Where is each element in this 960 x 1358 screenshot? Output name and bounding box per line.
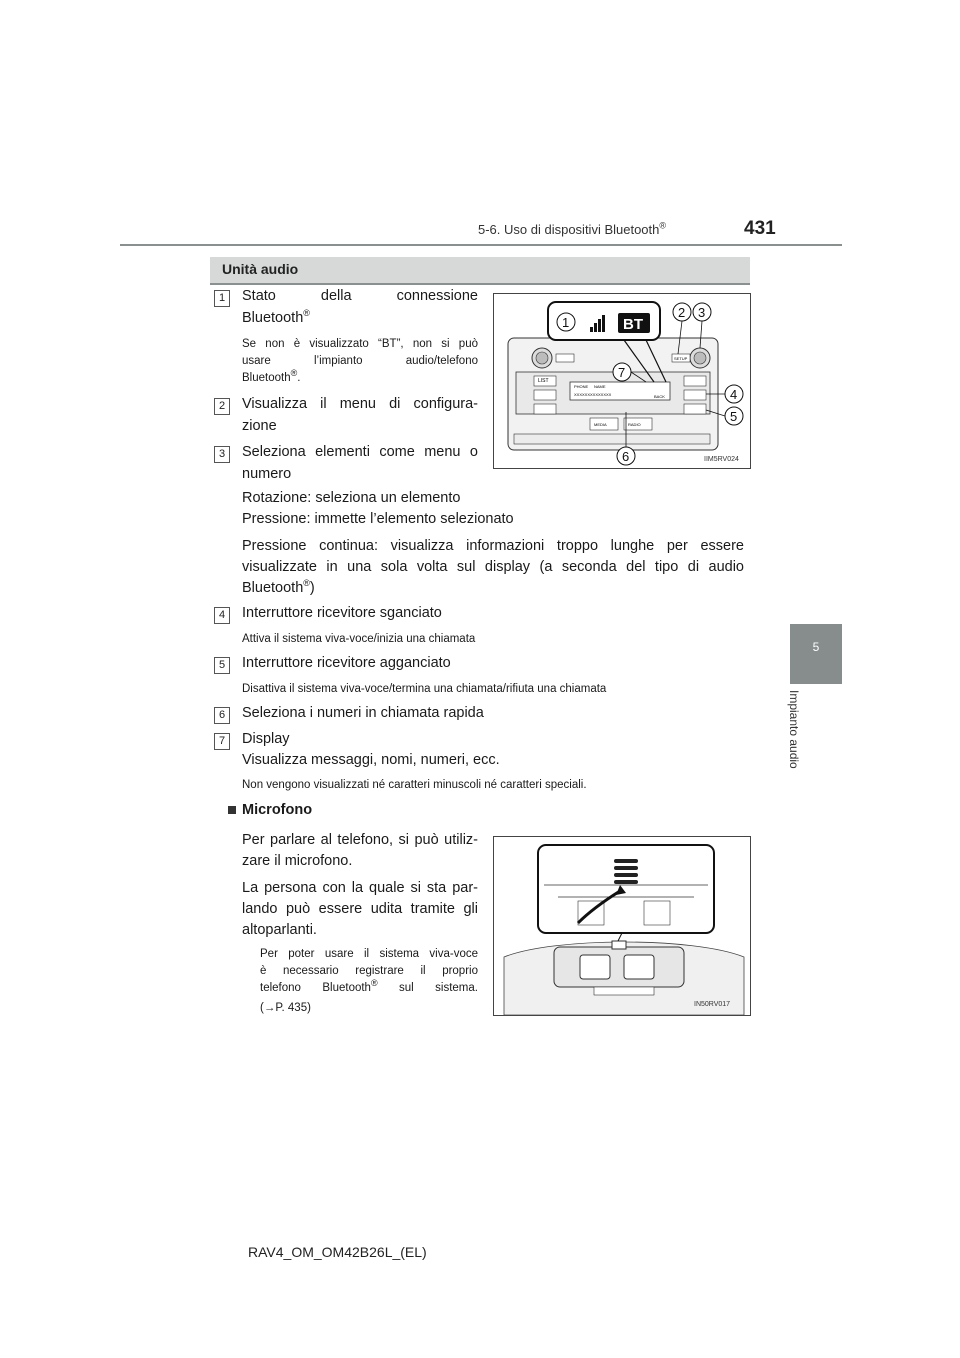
bt-indicator-text: BT bbox=[623, 316, 643, 333]
item-number: 6 bbox=[214, 707, 230, 724]
callout-label: 6 bbox=[622, 449, 630, 464]
label-list: LIST bbox=[538, 378, 549, 384]
audio-unit-figure bbox=[493, 293, 751, 469]
note: Per poter usare il sistema viva-voce bbox=[260, 948, 478, 960]
item-note: Se non è visualizzato “BT”, non si può bbox=[242, 338, 478, 350]
item-note: Non vengono visualizzati né caratteri minuscoli né caratteri speciali. bbox=[242, 779, 587, 791]
item-title: numero bbox=[242, 466, 292, 482]
item-text: Pressione continua: visualizza informazioni troppo lunghe per essere bbox=[242, 538, 744, 554]
item-text: Pressione: immette l’elemento selezionato bbox=[242, 511, 514, 527]
paragraph: altoparlanti. bbox=[242, 922, 317, 938]
label-radio: RADIO bbox=[628, 422, 641, 427]
item-title: Display bbox=[242, 731, 290, 747]
item-number: 2 bbox=[214, 398, 230, 415]
note: è necessario registrare il proprio bbox=[260, 965, 478, 977]
note: telefono Bluetooth® sul sistema. bbox=[260, 978, 478, 994]
footer-document-code: RAV4_OM_OM42B26L_(EL) bbox=[248, 1244, 427, 1260]
item-title: Bluetooth® bbox=[242, 308, 310, 326]
label-setup: SETUP bbox=[674, 356, 688, 361]
figure-code: IIM5RV024 bbox=[704, 456, 739, 463]
callout-label: 3 bbox=[698, 305, 706, 320]
header-rule bbox=[120, 244, 842, 246]
callout-label: 2 bbox=[678, 305, 686, 320]
microphone-illustration bbox=[494, 837, 750, 1015]
item-title: Interruttore ricevitore agganciato bbox=[242, 655, 451, 671]
paragraph: La persona con la quale si sta par- bbox=[242, 880, 478, 896]
item-note: Disattiva il sistema viva-voce/termina una chiamata/rifiuta una chiamata bbox=[242, 683, 607, 695]
item-number: 5 bbox=[214, 657, 230, 674]
subsection-heading: Microfono bbox=[242, 802, 313, 818]
item-title: Stato della connessione bbox=[242, 288, 478, 304]
chapter-tab bbox=[790, 624, 842, 684]
item-title: zione bbox=[242, 418, 277, 434]
item-number: 3 bbox=[214, 446, 230, 463]
item-title: Interruttore ricevitore sganciato bbox=[242, 605, 442, 621]
item-note: usare l’impianto audio/telefono bbox=[242, 355, 478, 367]
label-back: BACK bbox=[654, 394, 665, 399]
label-phone: PHONE bbox=[574, 384, 589, 389]
callout-label: 1 bbox=[562, 315, 570, 330]
section-title: Unità audio bbox=[222, 261, 299, 277]
item-number: 7 bbox=[214, 733, 230, 750]
audio-unit-illustration bbox=[494, 294, 750, 468]
note: (→P. 435) bbox=[260, 1002, 311, 1014]
microphone-figure bbox=[493, 836, 751, 1016]
item-text: Bluetooth®) bbox=[242, 578, 315, 596]
item-text: Rotazione: seleziona un elemento bbox=[242, 490, 461, 506]
item-text: Visualizza messaggi, nomi, numeri, ecc. bbox=[242, 752, 500, 768]
paragraph: zare il microfono. bbox=[242, 853, 353, 869]
item-number: 4 bbox=[214, 607, 230, 624]
callout-label: 5 bbox=[730, 409, 738, 424]
item-title: Visualizza il menu di configura- bbox=[242, 396, 478, 412]
square-bullet-icon bbox=[228, 806, 236, 814]
item-title: Seleziona elementi come menu o bbox=[242, 444, 478, 460]
label-digits: XXXXXXXXXXXXXX bbox=[574, 392, 612, 397]
item-text: visualizzate in una sola volta sul display (a seconda del tipo di audio bbox=[242, 559, 744, 575]
label-name: NAME bbox=[594, 384, 606, 389]
label-media: MEDIA bbox=[594, 422, 607, 427]
page-number: 431 bbox=[744, 218, 776, 239]
callout-label: 4 bbox=[730, 387, 738, 402]
section-title-bar bbox=[210, 257, 750, 285]
item-number: 1 bbox=[214, 290, 230, 307]
paragraph: lando può essere udita tramite gli bbox=[242, 901, 478, 917]
figure-code: IN50RV017 bbox=[694, 1001, 731, 1008]
callout-label: 7 bbox=[618, 365, 626, 380]
chapter-label: Impianto audio bbox=[787, 690, 801, 769]
running-header-section: 5-6. Uso di dispositivi Bluetooth® bbox=[478, 220, 667, 237]
item-title: Seleziona i numeri in chiamata rapida bbox=[242, 705, 484, 721]
paragraph: Per parlare al telefono, si può utiliz- bbox=[242, 832, 478, 848]
item-note: Bluetooth®. bbox=[242, 368, 301, 384]
chapter-number: 5 bbox=[812, 640, 820, 654]
item-note: Attiva il sistema viva-voce/inizia una chiamata bbox=[242, 633, 476, 645]
